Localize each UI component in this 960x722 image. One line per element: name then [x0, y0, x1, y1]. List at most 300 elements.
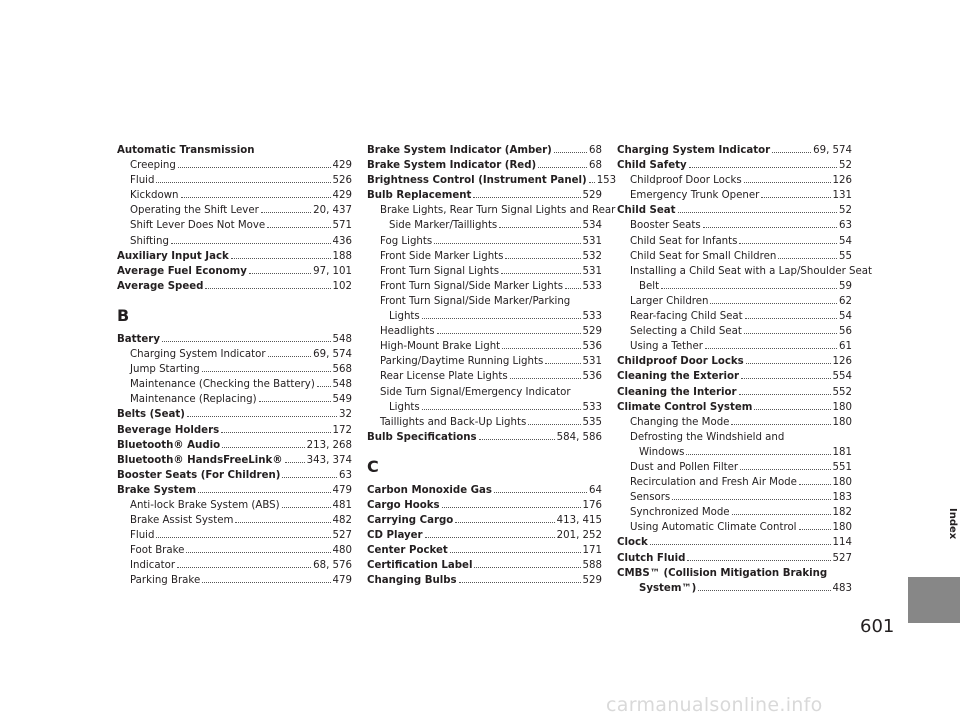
dot-leader [502, 348, 580, 349]
entry-label: Climate Control System [617, 401, 753, 413]
index-entry[interactable] [117, 264, 352, 279]
index-subentry[interactable] [617, 415, 852, 430]
index-entry[interactable] [367, 528, 602, 543]
page-reference[interactable]: 480 [332, 545, 352, 557]
entry-label: Booster Seats (For Children) [117, 469, 281, 481]
entry-label: Bulb Replacement [367, 190, 472, 202]
dot-leader [156, 537, 330, 538]
index-subentry[interactable] [367, 400, 602, 415]
page-reference[interactable]: 571 [332, 220, 352, 232]
entry-label: Center Pocket [367, 545, 448, 557]
index-entry[interactable] [617, 369, 852, 384]
page-reference[interactable]: 548 [332, 333, 352, 345]
page-reference[interactable]: 529 [582, 190, 602, 202]
page-reference[interactable]: 114 [832, 537, 852, 549]
entry-label: Fluid [130, 175, 155, 187]
index-subentry[interactable] [617, 505, 852, 520]
dot-leader [422, 318, 581, 319]
index-subentry[interactable] [367, 339, 602, 354]
index-subentry[interactable] [617, 188, 852, 203]
dot-leader [422, 409, 581, 410]
index-entry[interactable] [367, 483, 602, 498]
dot-leader [686, 454, 830, 455]
index-entry[interactable] [367, 158, 602, 173]
index-entry[interactable] [117, 483, 352, 498]
entry-label: Changing the Mode [630, 416, 730, 428]
page-reference[interactable]: 180 [832, 522, 852, 534]
index-subentry[interactable] [117, 234, 352, 249]
page-reference[interactable]: 56 [839, 326, 852, 338]
page-reference[interactable]: 533 [582, 280, 602, 292]
dot-leader [479, 439, 555, 440]
entry-label: Recirculation and Fresh Air Mode [630, 477, 797, 489]
entry-label: Rear-facing Child Seat [630, 311, 743, 323]
index-subentry[interactable] [117, 573, 352, 588]
entry-label: Carbon Monoxide Gas [367, 484, 492, 496]
entry-label: Child Seat for Small Children [630, 250, 777, 262]
index-subentry[interactable] [117, 377, 352, 392]
index-entry[interactable] [617, 581, 852, 596]
section-letter: C [367, 456, 379, 476]
dot-leader [589, 182, 595, 183]
index-entry[interactable] [117, 438, 352, 453]
dot-leader [678, 212, 837, 213]
dot-leader [538, 167, 587, 168]
index-entry[interactable] [117, 332, 352, 347]
page-reference[interactable]: 61 [839, 341, 852, 353]
page-reference[interactable]: 568 [332, 364, 352, 376]
index-subentry[interactable] [117, 173, 352, 188]
entry-label: Lights [389, 311, 420, 323]
index-subentry [367, 203, 616, 218]
page-reference[interactable]: 182 [832, 507, 852, 519]
entry-label: Emergency Trunk Opener [630, 190, 760, 202]
dot-leader [494, 492, 587, 493]
entry-label: Booster Seats [630, 220, 701, 232]
entry-label: Maintenance (Checking the Battery) [130, 379, 315, 391]
page-reference[interactable]: 213, 268 [306, 439, 352, 451]
entry-label: Headlights [380, 326, 435, 338]
index-entry[interactable] [617, 203, 852, 218]
dot-leader [761, 197, 830, 198]
page-reference[interactable]: 529 [582, 575, 602, 587]
index-subentry[interactable] [367, 354, 602, 369]
page-reference[interactable]: 588 [582, 560, 602, 572]
entry-label: Selecting a Child Seat [630, 326, 742, 338]
page-reference[interactable]: 482 [332, 515, 352, 527]
entry-label: Average Speed [117, 280, 204, 292]
page-reference[interactable]: 97, 101 [313, 265, 352, 277]
dot-leader [545, 363, 580, 364]
dot-leader [565, 288, 581, 289]
index-subentry[interactable] [367, 218, 602, 233]
entry-label: Bluetooth® Audio [117, 439, 221, 451]
entry-label: Front Turn Signal Lights [380, 265, 500, 277]
index-subentry[interactable] [617, 234, 852, 249]
page-reference[interactable]: 554 [832, 371, 852, 383]
entry-label: Brake System Indicator (Amber) [367, 145, 552, 156]
index-subentry[interactable] [617, 294, 852, 309]
page-reference[interactable]: 153 [596, 175, 617, 187]
dot-leader [703, 227, 837, 228]
index-subentry[interactable] [617, 173, 852, 188]
entry-label: Child Seat for Infants [630, 235, 738, 247]
page-reference[interactable]: 532 [582, 250, 602, 262]
page-reference[interactable]: 552 [832, 386, 852, 398]
entry-label: CMBS™ (Collision Mitigation Braking [617, 567, 828, 579]
page-reference[interactable]: 549 [332, 394, 352, 406]
index-entry[interactable] [367, 513, 602, 528]
entry-label: Auxiliary Input Jack [117, 250, 229, 262]
index-column-3 [617, 143, 873, 596]
dot-leader [739, 394, 831, 395]
index-subentry[interactable] [617, 490, 852, 505]
page-reference[interactable]: 188 [332, 250, 352, 262]
entry-label: Clutch Fluid [617, 552, 686, 564]
index-subentry[interactable] [367, 369, 602, 384]
dot-leader [732, 514, 831, 515]
page-reference[interactable]: 413, 415 [556, 515, 602, 527]
page-reference[interactable]: 102 [332, 280, 352, 292]
index-subentry[interactable] [617, 339, 852, 354]
page-reference[interactable]: 68 [589, 160, 602, 172]
dot-leader [710, 303, 837, 304]
index-entry[interactable] [117, 423, 352, 438]
entry-label: Using a Tether [630, 341, 703, 353]
page-reference[interactable]: 180 [832, 401, 852, 413]
index-subentry[interactable] [117, 218, 352, 233]
index-subentry [367, 385, 602, 400]
index-entry[interactable] [367, 498, 602, 513]
page-reference[interactable]: 536 [582, 341, 602, 353]
dot-leader [317, 386, 331, 387]
entry-label: Beverage Holders [117, 424, 220, 436]
dot-leader [282, 507, 331, 508]
page-reference[interactable]: 531 [582, 235, 602, 247]
entry-label: Childproof Door Locks [630, 175, 742, 187]
page-reference[interactable]: 343, 374 [306, 454, 352, 466]
index-subentry[interactable] [117, 392, 352, 407]
index-subentry[interactable] [617, 218, 852, 233]
entry-label: Carrying Cargo [367, 515, 454, 527]
page-reference[interactable]: 436 [332, 235, 352, 247]
index-subentry[interactable] [117, 528, 352, 543]
dot-leader [745, 318, 837, 319]
index-entry[interactable] [367, 173, 617, 188]
dot-leader [501, 273, 580, 274]
page-reference[interactable]: 52 [839, 160, 852, 172]
entry-label: Shifting [130, 235, 169, 247]
dot-leader [473, 197, 580, 198]
dot-leader [744, 182, 831, 183]
dot-leader [528, 424, 580, 425]
index-subentry[interactable] [117, 362, 352, 377]
dot-leader [437, 333, 581, 334]
index-subentry [617, 430, 852, 445]
entry-label: Taillights and Back-Up Lights [380, 416, 527, 428]
index-entry[interactable] [617, 551, 852, 566]
dot-leader [510, 378, 581, 379]
page-reference[interactable]: 55 [839, 250, 852, 262]
entry-label: Charging System Indicator [617, 145, 771, 156]
page-reference[interactable]: 534 [582, 220, 602, 232]
dot-leader [221, 432, 330, 433]
dot-leader [202, 371, 331, 372]
index-entry[interactable] [617, 535, 852, 550]
page-reference[interactable]: 533 [582, 311, 602, 323]
index-subentry[interactable] [367, 234, 602, 249]
index-subentry[interactable] [617, 460, 852, 475]
dot-leader [231, 258, 331, 259]
index-entry[interactable] [367, 558, 602, 573]
index-subentry[interactable] [117, 188, 352, 203]
entry-label: Automatic Transmission [117, 145, 255, 156]
index-subentry[interactable] [367, 415, 602, 430]
page-reference[interactable]: 529 [582, 326, 602, 338]
page-reference[interactable]: 54 [839, 235, 852, 247]
entry-label: CD Player [367, 530, 423, 542]
entry-label: Child Seat [617, 205, 676, 217]
index-subentry[interactable] [117, 498, 352, 513]
dot-leader [442, 507, 581, 508]
page-reference[interactable]: 126 [832, 356, 852, 368]
dot-leader [285, 462, 305, 463]
page-reference[interactable]: 481 [332, 499, 352, 511]
entry-label: Brake System Indicator (Red) [367, 160, 537, 172]
entry-label: Bulb Specifications [367, 431, 477, 443]
dot-leader [554, 152, 587, 153]
page-reference[interactable]: 63 [839, 220, 852, 232]
entry-label: Belt [639, 280, 660, 292]
index-subentry[interactable] [617, 249, 852, 264]
index-entry[interactable] [117, 468, 352, 483]
page-reference[interactable]: 180 [832, 477, 852, 489]
page-reference[interactable]: 201, 252 [556, 530, 602, 542]
page-reference[interactable]: 183 [832, 492, 852, 504]
entry-label: Changing Bulbs [367, 575, 457, 587]
entry-label: Belts (Seat) [117, 409, 185, 421]
page-reference[interactable]: 176 [582, 499, 602, 511]
page-reference[interactable]: 181 [832, 446, 852, 458]
dot-leader [259, 401, 331, 402]
index-subentry[interactable] [117, 543, 352, 558]
entry-label: Synchronized Mode [630, 507, 730, 519]
dot-leader [744, 333, 837, 334]
index-subentry[interactable] [367, 279, 602, 294]
entry-label: Rear License Plate Lights [380, 371, 508, 383]
page-reference[interactable]: 52 [839, 205, 852, 217]
page-reference[interactable]: 483 [832, 582, 852, 594]
index-subentry[interactable] [617, 279, 852, 294]
index-subentry[interactable] [117, 513, 352, 528]
index-subentry [367, 294, 602, 309]
entry-label: Cleaning the Interior [617, 386, 737, 398]
entry-label: Shift Lever Does Not Move [130, 220, 266, 232]
dot-leader [202, 582, 330, 583]
dot-leader [186, 552, 330, 553]
page-reference[interactable]: 548 [332, 379, 352, 391]
dot-leader [731, 424, 830, 425]
page-reference[interactable]: 172 [332, 424, 352, 436]
index-subentry[interactable] [617, 324, 852, 339]
page-reference[interactable]: 535 [582, 416, 602, 428]
entry-label: Dust and Pollen Filter [630, 461, 739, 473]
dot-leader [267, 227, 330, 228]
index-entry[interactable] [617, 143, 852, 158]
index-entry [617, 566, 852, 581]
dot-leader [425, 537, 555, 538]
entry-label: Larger Children [630, 295, 709, 307]
index-entry[interactable] [117, 453, 352, 468]
entry-label: Average Fuel Economy [117, 265, 247, 277]
index-entry[interactable] [617, 400, 852, 415]
dot-leader [177, 567, 311, 568]
dot-leader [261, 212, 311, 213]
dot-leader [505, 258, 580, 259]
dot-leader [705, 348, 837, 349]
entry-label: Childproof Door Locks [617, 356, 744, 368]
index-entry[interactable] [617, 354, 852, 369]
dot-leader [778, 258, 837, 259]
page-reference[interactable]: 429 [332, 190, 352, 202]
page-reference[interactable]: 69, 574 [813, 145, 852, 156]
index-entry[interactable] [617, 158, 852, 173]
entry-label: Parking Brake [130, 575, 201, 587]
page-reference[interactable]: 68 [589, 145, 602, 156]
page-reference[interactable]: 180 [832, 416, 852, 428]
dot-leader [181, 197, 331, 198]
index-entry[interactable] [367, 188, 602, 203]
dot-leader [235, 522, 330, 523]
page-reference[interactable]: 551 [832, 461, 852, 473]
index-entry[interactable] [117, 249, 352, 264]
index-entry[interactable] [117, 407, 352, 422]
entry-label: Sensors [630, 492, 671, 504]
index-subentry[interactable] [367, 309, 602, 324]
page-reference[interactable]: 536 [582, 371, 602, 383]
entry-label: Parking/Daytime Running Lights [380, 356, 544, 368]
entry-label: Battery [117, 333, 160, 345]
entry-label: Foot Brake [130, 545, 185, 557]
index-column-1 [117, 143, 352, 589]
index-entry[interactable] [367, 430, 602, 445]
entry-label: Jump Starting [130, 364, 200, 376]
index-subentry[interactable] [117, 203, 352, 218]
dot-leader [459, 582, 581, 583]
entry-label: Charging System Indicator [130, 349, 266, 361]
dot-leader [499, 227, 580, 228]
page-reference[interactable]: 32 [339, 409, 352, 421]
page-reference[interactable]: 527 [332, 530, 352, 542]
index-entry[interactable] [117, 279, 352, 294]
index-subentry [617, 264, 873, 279]
dot-leader [772, 152, 811, 153]
index-entry[interactable] [617, 385, 852, 400]
page-reference[interactable]: 59 [839, 280, 852, 292]
entry-label: Cleaning the Exterior [617, 371, 740, 383]
entry-label: Creeping [130, 160, 176, 172]
page-reference[interactable]: 584, 586 [556, 431, 602, 443]
entry-label: Brightness Control (Instrument Panel) [367, 175, 587, 187]
dot-leader [698, 590, 830, 591]
page-reference[interactable]: 526 [332, 175, 352, 187]
index-subentry[interactable] [117, 558, 352, 573]
page-reference[interactable]: 531 [582, 356, 602, 368]
dot-leader [156, 182, 330, 183]
dot-leader [672, 499, 830, 500]
index-entry[interactable] [367, 143, 602, 158]
page-reference[interactable]: 479 [332, 484, 352, 496]
page-reference[interactable]: 20, 437 [313, 205, 352, 217]
entry-label: Lights [389, 401, 420, 413]
entry-label: Anti-lock Brake System (ABS) [130, 499, 280, 511]
page-reference[interactable]: 63 [339, 469, 352, 481]
index-subentry[interactable] [617, 520, 852, 535]
index-subentry[interactable] [617, 445, 852, 460]
page-reference[interactable]: 479 [332, 575, 352, 587]
dot-leader [178, 167, 331, 168]
page-reference[interactable]: 531 [582, 265, 602, 277]
index-subentry[interactable] [367, 264, 602, 279]
index-subentry[interactable] [617, 475, 852, 490]
page-reference[interactable]: 54 [839, 311, 852, 323]
index-entry[interactable] [367, 573, 602, 588]
entry-label: Maintenance (Replacing) [130, 394, 257, 406]
page-reference[interactable]: 533 [582, 401, 602, 413]
page-reference[interactable]: 64 [589, 484, 602, 496]
page-reference[interactable]: 527 [832, 552, 852, 564]
entry-label: Bluetooth® HandsFreeLink® [117, 454, 283, 466]
entry-label: Operating the Shift Lever [130, 205, 259, 217]
dot-leader [282, 477, 337, 478]
entry-label: Fog Lights [380, 235, 433, 247]
page-number: 601 [860, 616, 895, 637]
entry-label: Indicator [130, 560, 176, 572]
page-reference[interactable]: 126 [832, 175, 852, 187]
entry-label: Child Safety [617, 160, 687, 172]
page-reference[interactable]: 429 [332, 160, 352, 172]
index-subentry[interactable] [367, 249, 602, 264]
dot-leader [739, 243, 837, 244]
entry-label: Brake System [117, 484, 197, 496]
entry-label: Using Automatic Climate Control [630, 522, 797, 534]
side-index-text: Index [947, 508, 958, 540]
dot-leader [741, 378, 831, 379]
index-entry[interactable] [367, 543, 602, 558]
dot-leader [650, 544, 831, 545]
index-subentry[interactable] [117, 347, 352, 362]
entry-label: Brake Assist System [130, 515, 234, 527]
index-subentry[interactable] [117, 158, 352, 173]
index-subentry[interactable] [617, 309, 852, 324]
entry-label: Windows [639, 446, 685, 458]
page-reference[interactable]: 68, 576 [313, 560, 352, 572]
entry-label: System™) [639, 582, 697, 594]
dot-leader [171, 243, 331, 244]
page-reference[interactable]: 131 [832, 190, 852, 202]
dot-leader [689, 167, 837, 168]
dot-leader [198, 492, 330, 493]
entry-label: High-Mount Brake Light [380, 341, 501, 353]
page-reference[interactable]: 171 [582, 545, 602, 557]
entry-label: Side Turn Signal/Emergency Indicator [380, 386, 571, 398]
page-reference[interactable]: 69, 574 [313, 349, 352, 361]
index-thumb-tab[interactable] [908, 577, 960, 623]
entry-label: Certification Label [367, 560, 473, 572]
entry-label: Front Side Marker Lights [380, 250, 504, 262]
page-reference[interactable]: 62 [839, 295, 852, 307]
index-subentry[interactable] [367, 324, 602, 339]
